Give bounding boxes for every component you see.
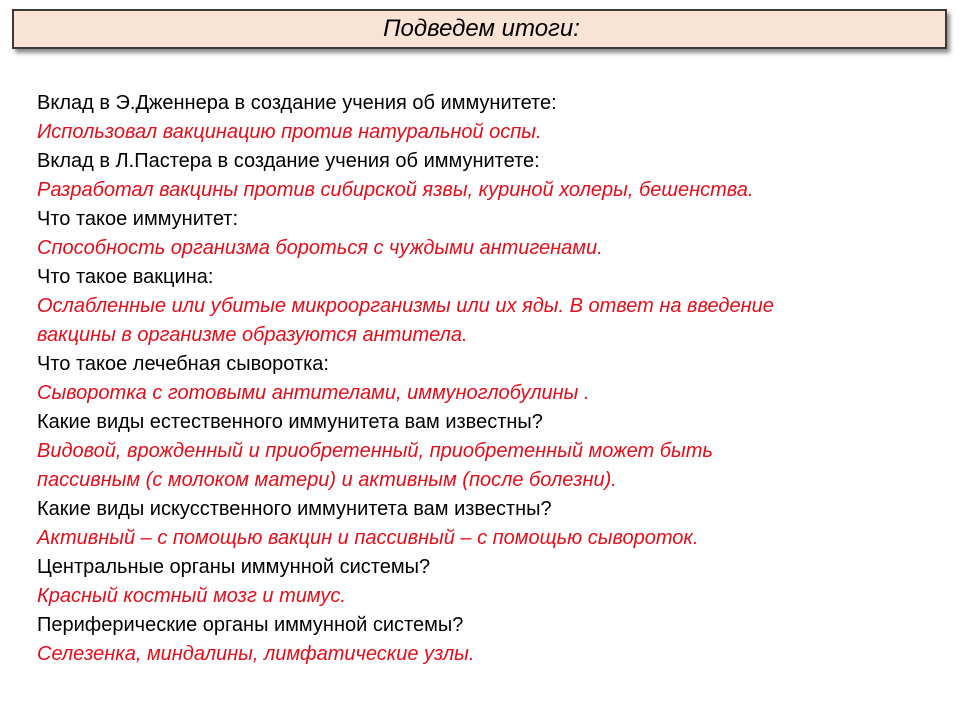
summary-list xyxy=(37,89,937,669)
answer-line: Сыворотка с готовыми антителами, иммуноглобулины . xyxy=(37,382,590,404)
question-line: Центральные органы иммунной системы? xyxy=(37,556,431,578)
answer-line: Селезенка, миндалины, лимфатические узлы. xyxy=(37,643,475,665)
question-line: Периферические органы иммунной системы? xyxy=(37,614,464,636)
question-line: Вклад в Л.Пастера в создание учения об иммунитете: xyxy=(37,150,540,172)
question-line: Какие виды естественного иммунитета вам известны? xyxy=(37,411,543,433)
question-line: Что такое лечебная сыворотка: xyxy=(37,353,329,375)
answer-line: Красный костный мозг и тимус. xyxy=(37,585,346,607)
answer-line: пассивным (с молоком матери) и активным (после болезни). xyxy=(37,469,617,491)
answer-line: Способность организма бороться с чуждыми антигенами. xyxy=(37,237,603,259)
slide-title-box xyxy=(12,9,947,49)
question-line: Вклад в Э.Дженнера в создание учения об иммунитете: xyxy=(37,92,557,114)
answer-line: Видовой, врожденный и приобретенный, приобретенный может быть xyxy=(37,440,713,462)
question-line: Какие виды искусственного иммунитета вам известны? xyxy=(37,498,552,520)
question-line: Что такое иммунитет: xyxy=(37,208,239,230)
answer-line: Активный – с помощью вакцин и пассивный – с помощью сывороток. xyxy=(37,527,699,549)
answer-line: Использовал вакцинацию против натуральной оспы. xyxy=(37,121,542,143)
answer-line: Ослабленные или убитые микроорганизмы или их яды. В ответ на введение xyxy=(37,295,774,317)
slide-title: Подведем итоги: xyxy=(383,15,580,42)
answer-line: Разработал вакцины против сибирской язвы, куриной холеры, бешенства. xyxy=(37,179,754,201)
answer-line: вакцины в организме образуются антитела. xyxy=(37,324,468,346)
question-line: Что такое вакцина: xyxy=(37,266,214,288)
